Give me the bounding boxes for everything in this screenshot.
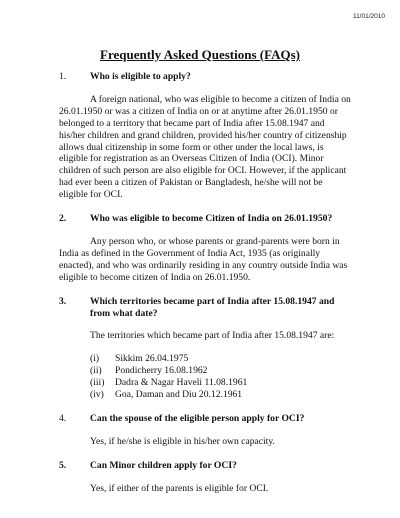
faq-answer-5: Yes, if either of the parents is eligible for OCI.: [90, 482, 269, 494]
territory-number: (iii): [90, 377, 105, 389]
faq-question-3: [59, 296, 351, 320]
territory-list: [59, 353, 351, 401]
faq-answer-3: The territories which became part of India after 15.08.1947 are:: [90, 330, 335, 342]
faq-number-3: 3.: [59, 295, 67, 307]
faq-question-4: [59, 413, 351, 425]
faq-question-text-4: Can the spouse of the eligible person apply for OCI?: [90, 412, 305, 424]
document-date: 11/01/2010: [352, 13, 385, 20]
territory-text: Dadra & Nagar Haveli 11.08.1961: [115, 377, 248, 389]
territory-number: (iv): [90, 389, 104, 401]
faq-content: [59, 71, 351, 495]
territory-item: [90, 353, 351, 365]
faq-number-5: 5.: [59, 459, 67, 471]
faq-question-5: [59, 460, 351, 472]
faq-question-text-3: Which territories became part of India after 15.08.1947 and from what date?: [90, 295, 335, 319]
faq-question-text-5: Can Minor children apply for OCI?: [90, 459, 237, 471]
territory-text: Pondicherry 16.08.1962: [115, 365, 208, 377]
faq-question-2: [59, 213, 351, 225]
territory-item: [90, 365, 351, 377]
faq-question-1: [59, 71, 351, 83]
faq-answer-4: Yes, if he/she is eligible in his/her own capacity.: [90, 435, 275, 447]
faq-number-4: 4.: [59, 412, 67, 424]
faq-number-1: 1.: [59, 71, 67, 82]
faq-question-text-2: Who was eligible to become Citizen of India on 26.01.1950?: [90, 213, 333, 225]
territory-text: Goa, Daman and Diu 20.12.1961: [115, 389, 243, 401]
territory-number: (i): [90, 353, 100, 365]
territory-item: [90, 389, 351, 401]
territory-number: (ii): [90, 365, 102, 377]
faq-answer-1: A foreign national, who was eligible to become a citizen of India on 26.01.1950 or was a citizen of India on or at anytime after 26.01.1950 or belonged to a territory that became part of India after 15.08.1947 and his/her children and grand children, provided his/her country of citizenship allows dual citizenship in some form or other under the local laws, is eligible for registration as an Overseas Citizen of India (OCI). Minor children of such person are also eligible for OCI. However, if the applicant had ever been a citizen of Pakistan or Bangladesh, he/she will not be eligible for OCI.: [59, 93, 351, 201]
faq-question-text-1: Who is eligible to apply?: [90, 71, 191, 82]
territory-item: [90, 377, 351, 389]
page-title: Frequently Asked Questions (FAQs): [100, 47, 300, 62]
territory-text: Sikkim 26.04.1975: [115, 353, 189, 365]
faq-answer-2: Any person who, or whose parents or grand-parents were born in India as defined in the Government of India Act, 1935 (as originally enacted), and who was ordinarily residing in any country outside India was eligible to become citizen of India on 26.01.1950.: [59, 235, 348, 283]
faq-number-2: 2.: [59, 213, 67, 225]
